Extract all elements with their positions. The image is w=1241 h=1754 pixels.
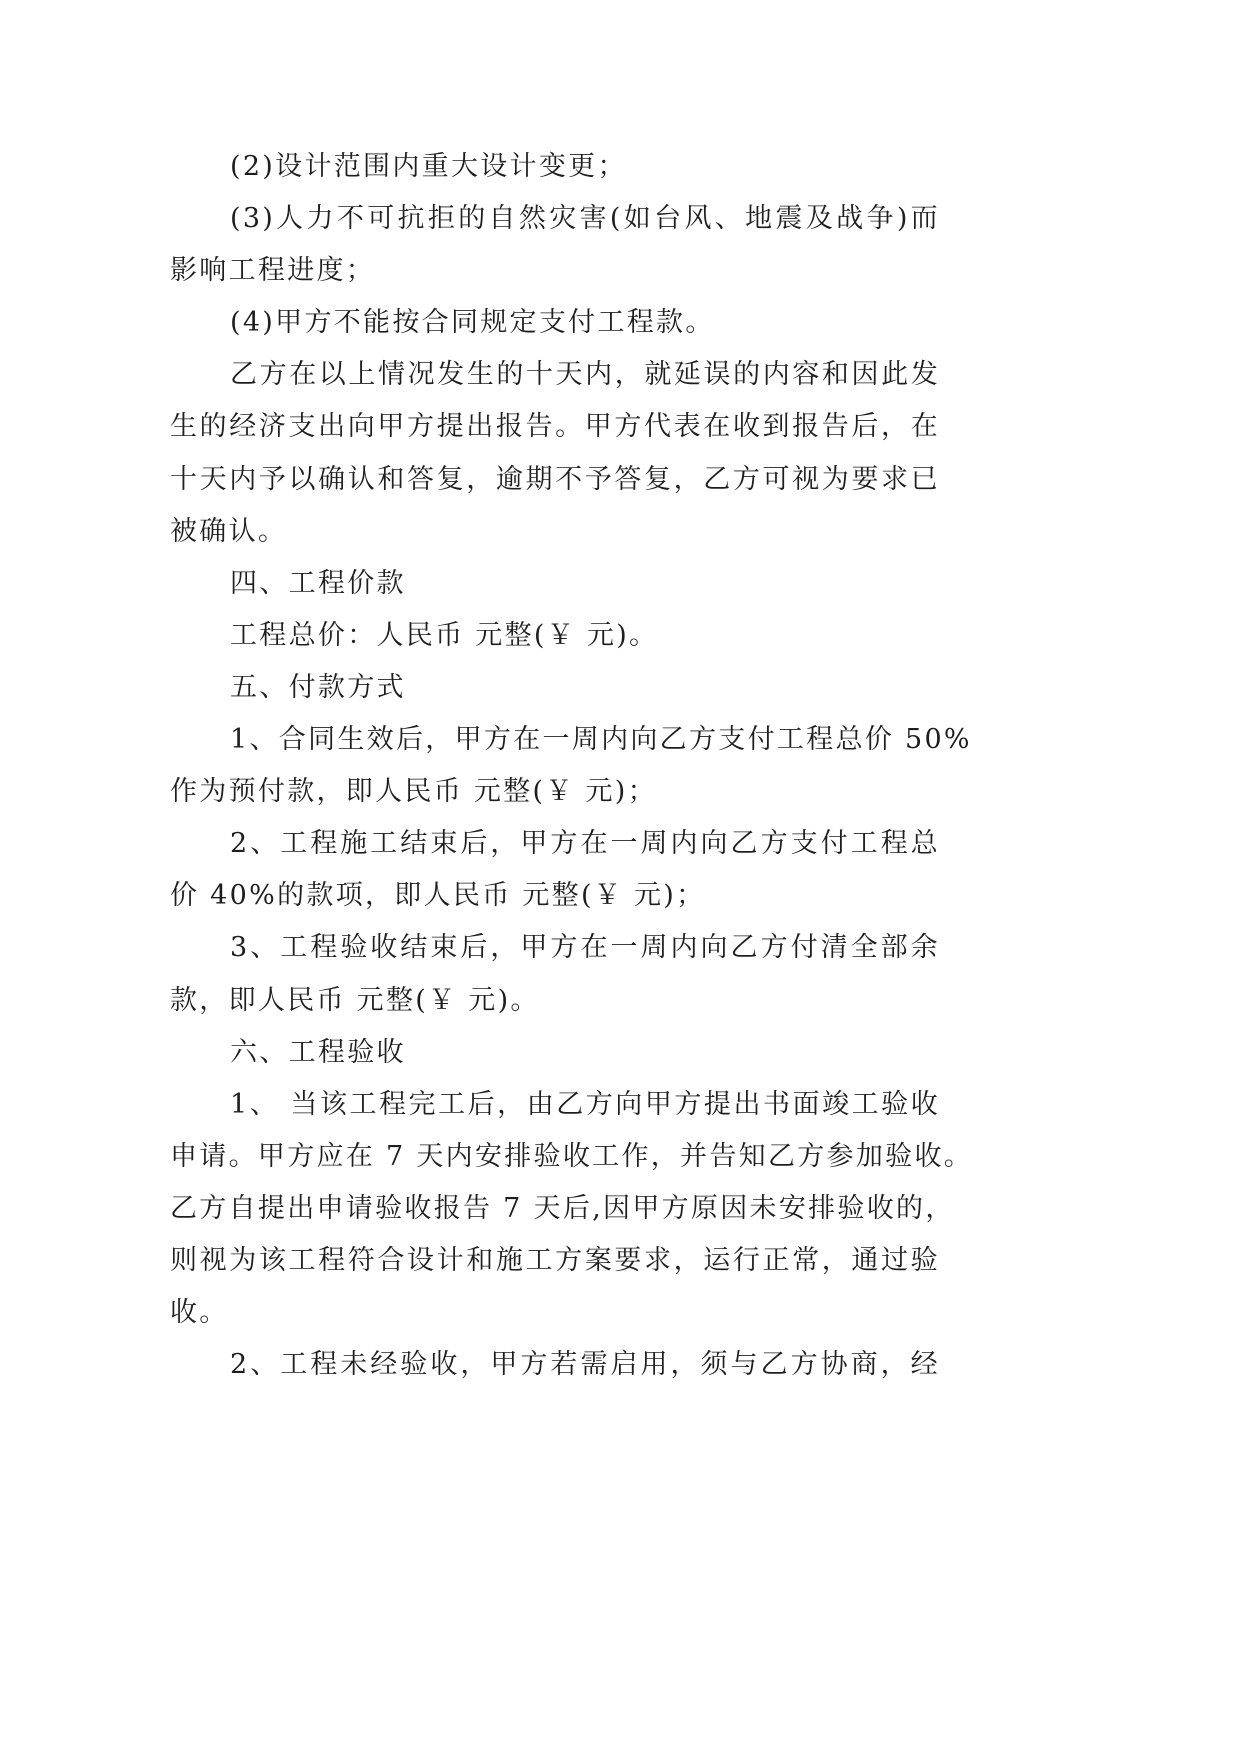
list-item xyxy=(170,922,940,1026)
paragraph-line: 2、工程未经验收，甲方若需启用，须与乙方协商，经 xyxy=(230,1349,940,1381)
paragraph-line: 申请。甲方应在 7 天内安排验收工作，并告知乙方参加验收。 xyxy=(170,1140,974,1172)
paragraph-line: 乙方自提出申请验收报告 7 天后,因甲方原因未安排验收的， xyxy=(170,1192,955,1224)
paragraph-line: 3、工程验收结束后，甲方在一周内向乙方付清全部余 xyxy=(230,932,940,964)
paragraph xyxy=(170,610,940,662)
paragraph-line: 影响工程进度； xyxy=(170,255,376,287)
list-item xyxy=(170,818,940,922)
paragraph-line: (2)设计范围内重大设计变更； xyxy=(230,151,627,182)
section-heading xyxy=(170,662,940,714)
section-heading-line: 六、工程验收 xyxy=(230,1036,406,1068)
section-heading xyxy=(170,558,940,610)
paragraph-line: 款，即人民币 元整(￥ 元)。 xyxy=(170,984,540,1016)
paragraph-line: 收。 xyxy=(170,1297,229,1329)
paragraph-line: 被确认。 xyxy=(170,515,288,547)
list-item xyxy=(170,193,940,297)
paragraph-line: 十天内予以确认和答复，逾期不予答复，乙方可视为要求已 xyxy=(170,463,940,495)
list-item xyxy=(170,1339,940,1391)
paragraph-line: (3)人力不可抗拒的自然灾害(如台风、地震及战争)而 xyxy=(230,203,940,235)
paragraph-line: (4)甲方不能按合同规定支付工程款。 xyxy=(230,307,715,339)
paragraph-line: 价 40%的款项，即人民币 元整(￥ 元)； xyxy=(170,880,706,912)
paragraph-line: 则视为该工程符合设计和施工方案要求，运行正常，通过验 xyxy=(170,1244,940,1276)
paragraph xyxy=(170,349,940,557)
paragraph-line: 作为预付款，即人民币 元整(￥ 元)； xyxy=(170,776,657,808)
list-item xyxy=(170,714,972,818)
paragraph-line: 1、 当该工程完工后，由乙方向甲方提出书面竣工验收 xyxy=(230,1088,940,1120)
section-heading xyxy=(170,1027,940,1079)
list-item xyxy=(170,1079,974,1339)
list-item xyxy=(170,297,940,349)
document-body xyxy=(170,141,974,1391)
paragraph-line: 乙方在以上情况发生的十天内，就延误的内容和因此发 xyxy=(230,359,940,391)
paragraph-line: 生的经济支出向甲方提出报告。甲方代表在收到报告后，在 xyxy=(170,411,940,443)
section-heading-line: 五、付款方式 xyxy=(230,671,406,703)
paragraph-line: 工程总价：人民币 元整(￥ 元)。 xyxy=(230,619,659,651)
paragraph-line: 1、合同生效后，甲方在一周内向乙方支付工程总价 50% xyxy=(230,724,972,756)
list-item xyxy=(170,141,940,193)
section-heading-line: 四、工程价款 xyxy=(230,567,406,599)
paragraph-line: 2、工程施工结束后，甲方在一周内向乙方支付工程总 xyxy=(230,828,940,860)
